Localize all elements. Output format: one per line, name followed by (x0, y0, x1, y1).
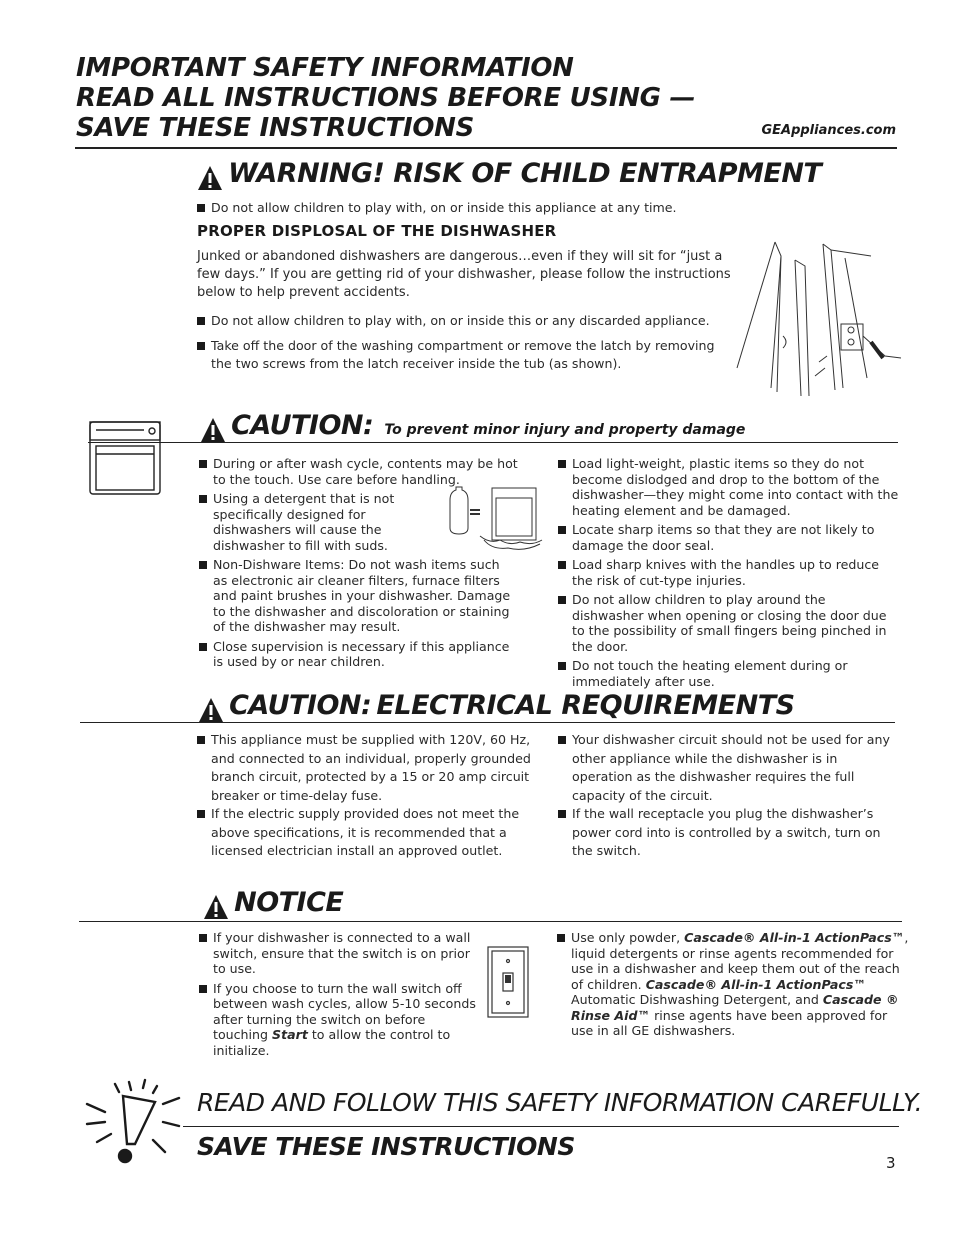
caution-bullet: Using a detergent that is not specifically designed for dishwashers will cause the dishwasher to fill with suds. (199, 491, 443, 553)
website-link[interactable]: GEAppliances.com (761, 123, 896, 138)
caution2-title: CAUTION: (229, 690, 372, 721)
caution2-rule (80, 722, 895, 723)
caution-bullet: Locate sharp items so that they are not likely to damage the door seal. (558, 522, 900, 553)
caution1-right-list (558, 456, 900, 693)
latch-removal-illustration (735, 238, 905, 398)
warning-title: WARNING! RISK OF CHILD ENTRAPMENT (228, 158, 822, 189)
warning-triangle-icon (198, 697, 224, 723)
notice-right-bullet: Use only powder, Cascade® All-in-1 ActionPacs™, liquid detergents or rinse agents recommended for use in a dishwasher and keep them out of the reach of children. Cascade® All-in-1 ActionPacs™ Automatic Dishwashing Detergent, and Cascade ® Rinse Aid™ rinse agents have been approved for use in all GE dishwashers. (557, 930, 911, 1039)
warning-triangle-icon (197, 165, 223, 191)
header-rule (75, 147, 897, 149)
notice-bullet: If your dishwasher is connected to a wall switch, ensure that the switch is on prior to use. (199, 930, 475, 977)
warning-bullet: Do not allow children to play with, on or inside this appliance at any time. (197, 200, 737, 216)
detergent-suds-illustration (444, 486, 544, 552)
caution1-rule (88, 442, 898, 443)
caution1-subtitle: To prevent minor injury and property damage (384, 422, 746, 438)
caution2-right-list (558, 731, 896, 861)
warning-triangle-icon (203, 894, 229, 920)
caution-bullet: During or after wash cycle, contents may be hot to the touch. Use care before handling. (199, 456, 529, 487)
footer-rule (183, 1126, 899, 1127)
caution-bullet: Load light-weight, plastic items so they do not become dislodged and drop to the bottom of the dishwasher—they might come into contact with the heating element and be damaged. (558, 456, 900, 518)
footer-line-1: READ AND FOLLOW THIS SAFETY INFORMATION CAREFULLY. (197, 1088, 923, 1117)
disposal-bullet: Do not allow children to play with, on or inside this or any discarded appliance. (197, 312, 717, 331)
header-line-1: IMPORTANT SAFETY INFORMATION (76, 53, 574, 83)
caution-bullet: Do not allow children to play around the dishwasher when opening or closing the door due to the possibility of small fingers being pinched in the door. (558, 592, 900, 654)
caution-bullet: Non-Dishware Items: Do not wash items such as electronic air cleaner filters, furnace filters and paint brushes in your dishwasher. Damage to the dishwasher and discoloration or staining of the dishwasher may result. (199, 557, 513, 635)
electrical-bullet: Your dishwasher circuit should not be used for any other appliance while the dishwasher is in operation as the dishwasher requires the full capacity of the circuit. (558, 731, 896, 805)
disposal-bullets (197, 312, 717, 374)
electrical-bullet: This appliance must be supplied with 120V, 60 Hz, and connected to an individual, properly grounded branch circuit, protected by a 15 or 20 amp circuit breaker or time-delay fuse. (197, 731, 532, 805)
exclamation-attention-icon (83, 1078, 183, 1170)
disposal-subheading: PROPER DISPLOSAL OF THE DISHWASHER (197, 222, 557, 240)
warning-triangle-icon (200, 417, 226, 443)
bullet-square (557, 934, 565, 942)
disposal-bullet: Take off the door of the washing compartment or remove the latch by removing the two screws from the latch receiver inside the tub (as shown). (197, 337, 717, 374)
notice-heading (203, 887, 343, 920)
header-line-2: READ ALL INSTRUCTIONS BEFORE USING — (76, 83, 696, 113)
dishwasher-icon (88, 420, 162, 496)
caution-bullet: Close supervision is necessary if this appliance is used by or near children. (199, 639, 513, 670)
caution1-title: CAUTION: (231, 410, 374, 441)
notice-title: NOTICE (234, 887, 344, 918)
warning-heading (197, 158, 821, 191)
notice-left-list (199, 930, 479, 1062)
electrical-bullet: If the wall receptacle you plug the dishwasher’s power cord into is controlled by a switch, turn on the switch. (558, 805, 896, 861)
warning-bullet-list-top (197, 200, 737, 220)
footer-line-2: SAVE THESE INSTRUCTIONS (197, 1132, 575, 1161)
caution1-heading (200, 410, 745, 443)
notice-bullet: If you choose to turn the wall switch off between wash cycles, allow 5-10 seconds after turning the switch on before touching Start to allow the control to initialize. (199, 981, 479, 1059)
start-keyword: Start (272, 1027, 308, 1042)
caution2-heading (198, 690, 795, 723)
caution-bullet: Load sharp knives with the handles up to reduce the risk of cut-type injuries. (558, 557, 900, 588)
electrical-bullet: If the electric supply provided does not meet the above specifications, it is recommended that a licensed electrician install an approved outlet. (197, 805, 532, 861)
wall-switch-illustration (486, 945, 530, 1019)
disposal-intro: Junked or abandoned dishwashers are dangerous…even if they will sit for “just a few days.” If you are getting rid of your dishwasher, please follow the instructions below to help prevent accidents. (197, 249, 731, 300)
caution-bullet: Do not touch the heating element during or immediately after use. (558, 658, 900, 689)
page-number: 3 (886, 1154, 896, 1172)
notice-rule (79, 921, 902, 922)
caution2-left-list (197, 731, 532, 861)
header-line-3: SAVE THESE INSTRUCTIONS (76, 113, 475, 143)
caution2-subtitle: ELECTRICAL REQUIREMENTS (376, 690, 795, 721)
